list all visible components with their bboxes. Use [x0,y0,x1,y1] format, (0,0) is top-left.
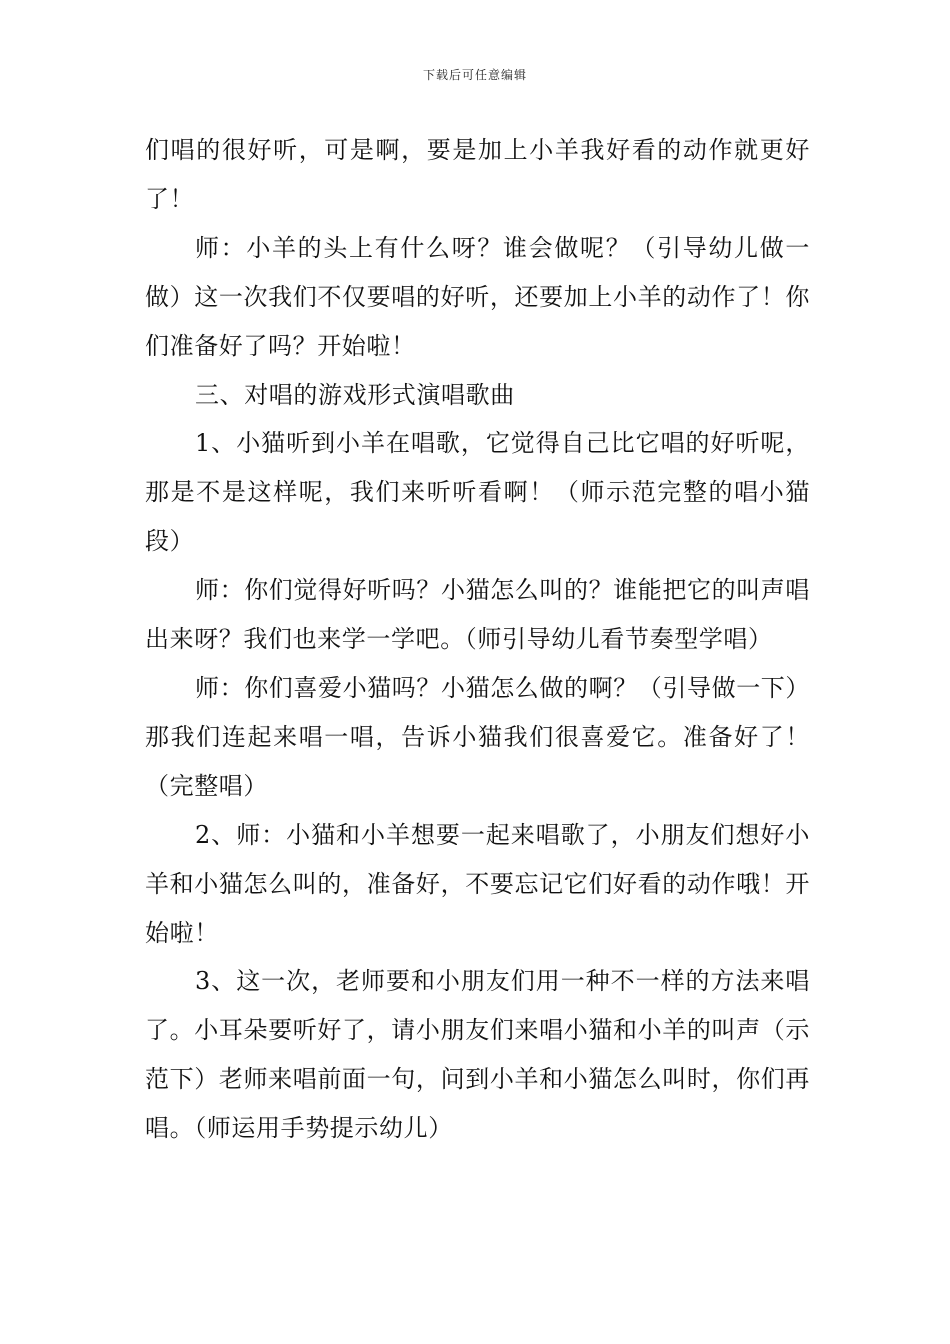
paragraph-8: 3、这一次，老师要和小朋友们用一种不一样的方法来唱了。小耳朵要听好了，请小朋友们来唱小猫和小羊的叫声（示范下）老师来唱前面一句，问到小羊和小猫怎么叫时，你们再唱。（师运用手势提示幼儿） [145,967,810,1143]
paragraph-2: 师：小羊的头上有什么呀？谁会做呢？（引导幼儿做一做）这一次我们不仅要唱的好听，还要加上小羊的动作了！你们准备好了吗？开始啦！ [145,233,810,360]
paragraph-5: 师：你们觉得好听吗？小猫怎么叫的？谁能把它的叫声唱出来呀？我们也来学一学吧。（师引导幼儿看节奏型学唱） [145,576,810,654]
paragraph-6: 师：你们喜爱小猫吗？小猫怎么做的啊？（引导做一下）那我们连起来唱一唱，告诉小猫我们很喜爱它。准备好了！（完整唱） [145,673,810,800]
section-heading: 三、对唱的游戏形式演唱歌曲 [195,380,515,409]
paragraph-1: 们唱的很好听，可是啊，要是加上小羊我好看的动作就更好了！ [145,136,810,213]
document-body [145,126,810,1153]
paragraph-7: 2、师：小猫和小羊想要一起来唱歌了，小朋友们想好小羊和小猫怎么叫的，准备好，不要忘记它们好看的动作哦！开始啦！ [145,820,810,947]
paragraph-4: 1、小猫听到小羊在唱歌，它觉得自己比它唱的好听呢，那是不是这样呢，我们来听听看啊！（师示范完整的唱小猫段） [145,429,810,556]
page-header: 下载后可任意编辑 [422,68,527,82]
